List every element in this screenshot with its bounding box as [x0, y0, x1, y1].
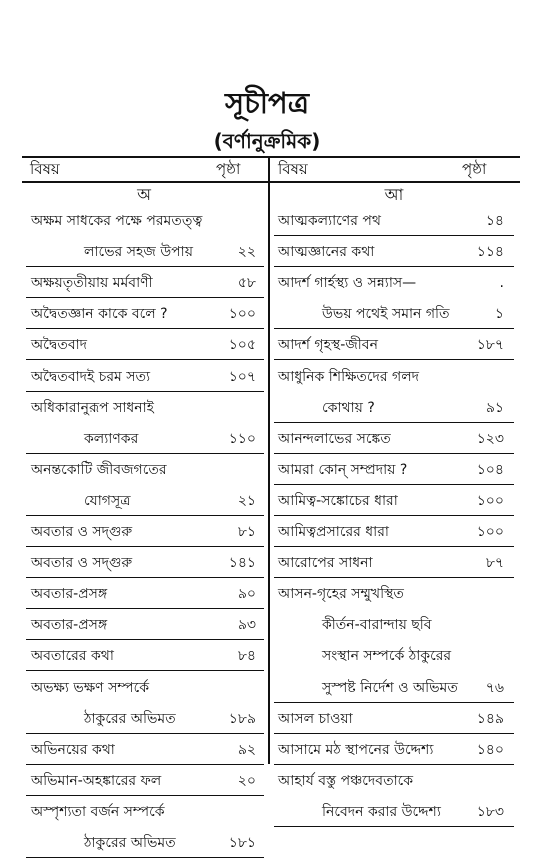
index-entry-row	[270, 360, 520, 391]
index-entry-row	[22, 547, 268, 578]
index-entry-text: অদ্বৈতজ্ঞান কাকে বলে ?	[31, 306, 168, 323]
index-entry-row	[270, 796, 520, 827]
index-entry-text: ঠাকুরের অভিমত	[84, 710, 176, 727]
index-entry-page: ৮৪	[237, 648, 256, 665]
index-entry-row	[22, 703, 268, 734]
index-entry-row	[22, 671, 268, 702]
index-entry-row	[270, 578, 520, 609]
index-entry-text: অবতার ও সদ্‌গুরু	[31, 524, 133, 541]
right-page-header: পৃষ্ঠা	[462, 160, 487, 178]
index-entry-page: ১১৪	[476, 244, 504, 261]
index-entry-page: ১৮৯	[228, 710, 256, 727]
index-entry-text: আরোপের সাধনা	[278, 555, 373, 572]
index-entry-row	[270, 267, 520, 298]
index-entry-row	[22, 267, 268, 298]
index-entry-text: অবতার ও সদ্‌গুরু	[31, 555, 133, 572]
index-entry-row	[270, 640, 520, 671]
index-entry-text: অক্ষম সাধকের পক্ষে পরমতত্ত্ব	[31, 213, 203, 230]
index-entry-text: অস্পৃশ্যতা বর্জন সম্পর্কে	[31, 803, 165, 820]
index-entry-text: অধিকারানুরূপ সাধনাই	[31, 399, 154, 416]
index-entry-text: লাভের সহজ উপায়	[84, 244, 193, 261]
table-top-rule	[22, 156, 520, 158]
index-entry-row	[22, 516, 268, 547]
index-entry-row	[22, 827, 268, 858]
index-entry-text: আসল চাওয়া	[278, 710, 353, 727]
index-entry-text: অবতারের কথা	[31, 648, 114, 665]
index-entry-page: ৯০	[237, 586, 256, 603]
right-section-letter: আ	[384, 185, 404, 204]
index-entry-text: আমরা কোন্ সম্প্রদায় ?	[278, 461, 408, 478]
index-entry-text: ঠাকুরের অভিমত	[84, 834, 176, 851]
left-page-header: পৃষ্ঠা	[216, 160, 241, 178]
index-entry-page: ১৮৭	[476, 337, 504, 354]
index-entry-row	[270, 609, 520, 640]
index-entry-page: ৭৬	[485, 679, 504, 696]
index-entry-text: অনন্তকোটি জীবজগতের	[31, 461, 167, 478]
index-entry-text: কল্যাণকর	[84, 430, 139, 447]
index-entry-row	[22, 765, 268, 796]
index-entry-text: আদর্শ গৃহস্থ-জীবন	[278, 337, 378, 354]
index-entry-page: ৫৮	[237, 275, 256, 292]
index-entry-page: ১০৭	[228, 368, 256, 385]
index-entry-text: অদ্বৈতবাদই চরম সত্য	[31, 368, 151, 385]
index-entry-row	[22, 609, 268, 640]
index-entry-row	[270, 703, 520, 734]
index-entry-text: সংস্থান সম্পর্কে ঠাকুরের	[322, 648, 452, 665]
index-entry-text: কীর্তন-বারান্দায় ছবি	[322, 617, 432, 634]
index-entry-text: অদ্বৈতবাদ	[31, 337, 88, 354]
index-entry-row	[270, 765, 520, 796]
index-entry-row	[22, 392, 268, 423]
page-title: সূচীপত্র	[224, 86, 310, 120]
index-entry-page: ১০০	[228, 306, 256, 323]
index-entry-row	[22, 485, 268, 516]
left-subject-header: বিষয়	[30, 160, 60, 178]
index-entry-page: ১২৩	[476, 430, 504, 447]
index-entry-text: আত্মকল্যাণের পথ	[278, 213, 381, 230]
index-entry-text: আনন্দলাভের সঙ্কেত	[278, 430, 391, 447]
index-entry-row	[22, 236, 268, 267]
index-entry-text: অভিনয়ের কথা	[31, 741, 115, 758]
index-entry-row	[22, 205, 268, 236]
right-index-column	[270, 205, 520, 827]
index-entry-text: উভয় পথেই সমান গতি	[322, 306, 450, 323]
index-entry-row	[270, 205, 520, 236]
index-entry-page: ১৪৯	[476, 710, 504, 727]
index-entry-text: যোগসূত্র	[84, 492, 131, 509]
index-entry-row	[22, 578, 268, 609]
index-entry-page: ১১০	[228, 430, 256, 447]
index-entry-page: ২২	[237, 244, 256, 261]
index-entry-row	[22, 298, 268, 329]
index-entry-row	[22, 454, 268, 485]
index-entry-page: ১০৪	[476, 461, 504, 478]
left-index-column	[22, 205, 268, 858]
index-entry-text: অভিমান-অহঙ্কারের ফল	[31, 772, 162, 789]
left-section-letter: অ	[137, 185, 151, 204]
index-entry-text: অবতার-প্রসঙ্গ	[31, 586, 108, 603]
index-entry-row	[270, 485, 520, 516]
index-entry-text: আসন-গৃহের সম্মুখস্থিত	[278, 586, 404, 603]
index-entry-row	[270, 298, 520, 329]
index-entry-page: .	[499, 275, 504, 292]
index-entry-text: আমিত্ব-সঙ্কোচের ধারা	[278, 492, 398, 509]
index-entry-page: ১০৫	[228, 337, 256, 354]
index-entry-page: ১৮১	[228, 834, 256, 851]
index-entry-text: আসামে মঠ স্থাপনের উদ্দেশ্য	[278, 741, 434, 758]
index-entry-page: ১০০	[476, 492, 504, 509]
index-entry-page: ১	[494, 306, 504, 323]
index-entry-page: ৯১	[485, 399, 504, 416]
index-entry-row	[22, 360, 268, 391]
index-entry-row	[270, 516, 520, 547]
index-entry-page: ৮৭	[485, 555, 504, 572]
index-entry-text: অভক্ষ্য ভক্ষণ সম্পর্কে	[31, 679, 149, 696]
index-entry-page: ১৪	[485, 213, 504, 230]
index-entry-text: অক্ষয়তৃতীয়ায় মর্মবাণী	[31, 275, 153, 292]
index-entry-text: আমিত্বপ্রসারের ধারা	[278, 524, 389, 541]
index-entry-row	[270, 671, 520, 702]
index-entry-row	[22, 796, 268, 827]
index-entry-page: ২১	[237, 492, 256, 509]
right-subject-header: বিষয়	[278, 160, 308, 178]
row-separator	[274, 826, 514, 827]
index-entry-row	[270, 734, 520, 765]
index-entry-row	[22, 329, 268, 360]
index-entry-row	[270, 329, 520, 360]
page-subtitle: (বর্ণানুক্রমিক)	[213, 129, 321, 153]
index-entry-row	[270, 547, 520, 578]
index-entry-text: সুস্পষ্ট নির্দেশ ও অভিমত	[322, 679, 458, 696]
index-entry-page: ১০০	[476, 524, 504, 541]
index-entry-text: নিবেদন করার উদ্দেশ্য	[322, 803, 441, 820]
index-entry-text: আহার্য বস্তু পঞ্চদেবতাকে	[278, 772, 414, 789]
index-entry-page: ১৮৩	[476, 803, 504, 820]
index-entry-row	[22, 640, 268, 671]
index-entry-text: আধুনিক শিক্ষিতদের গলদ	[278, 368, 420, 385]
index-entry-page: ৯২	[237, 741, 256, 758]
index-entry-page: ১৪১	[228, 555, 256, 572]
index-entry-row	[22, 734, 268, 765]
index-entry-row	[270, 423, 520, 454]
index-entry-page: ৯৩	[237, 617, 256, 634]
index-entry-text: আত্মজ্ঞানের কথা	[278, 244, 375, 261]
index-entry-row	[22, 423, 268, 454]
index-entry-text: কোথায় ?	[322, 399, 375, 416]
index-entry-page: ২০	[237, 772, 256, 789]
header-bottom-rule	[22, 181, 520, 183]
index-entry-page: ৮১	[237, 524, 256, 541]
index-entry-text: অবতার-প্রসঙ্গ	[31, 617, 108, 634]
index-entry-row	[270, 392, 520, 423]
index-entry-row	[270, 236, 520, 267]
index-entry-row	[270, 454, 520, 485]
index-entry-page: ১৪০	[476, 741, 504, 758]
index-entry-text: আদর্শ গার্হস্থ্য ও সন্ন্যাস—	[278, 275, 417, 292]
